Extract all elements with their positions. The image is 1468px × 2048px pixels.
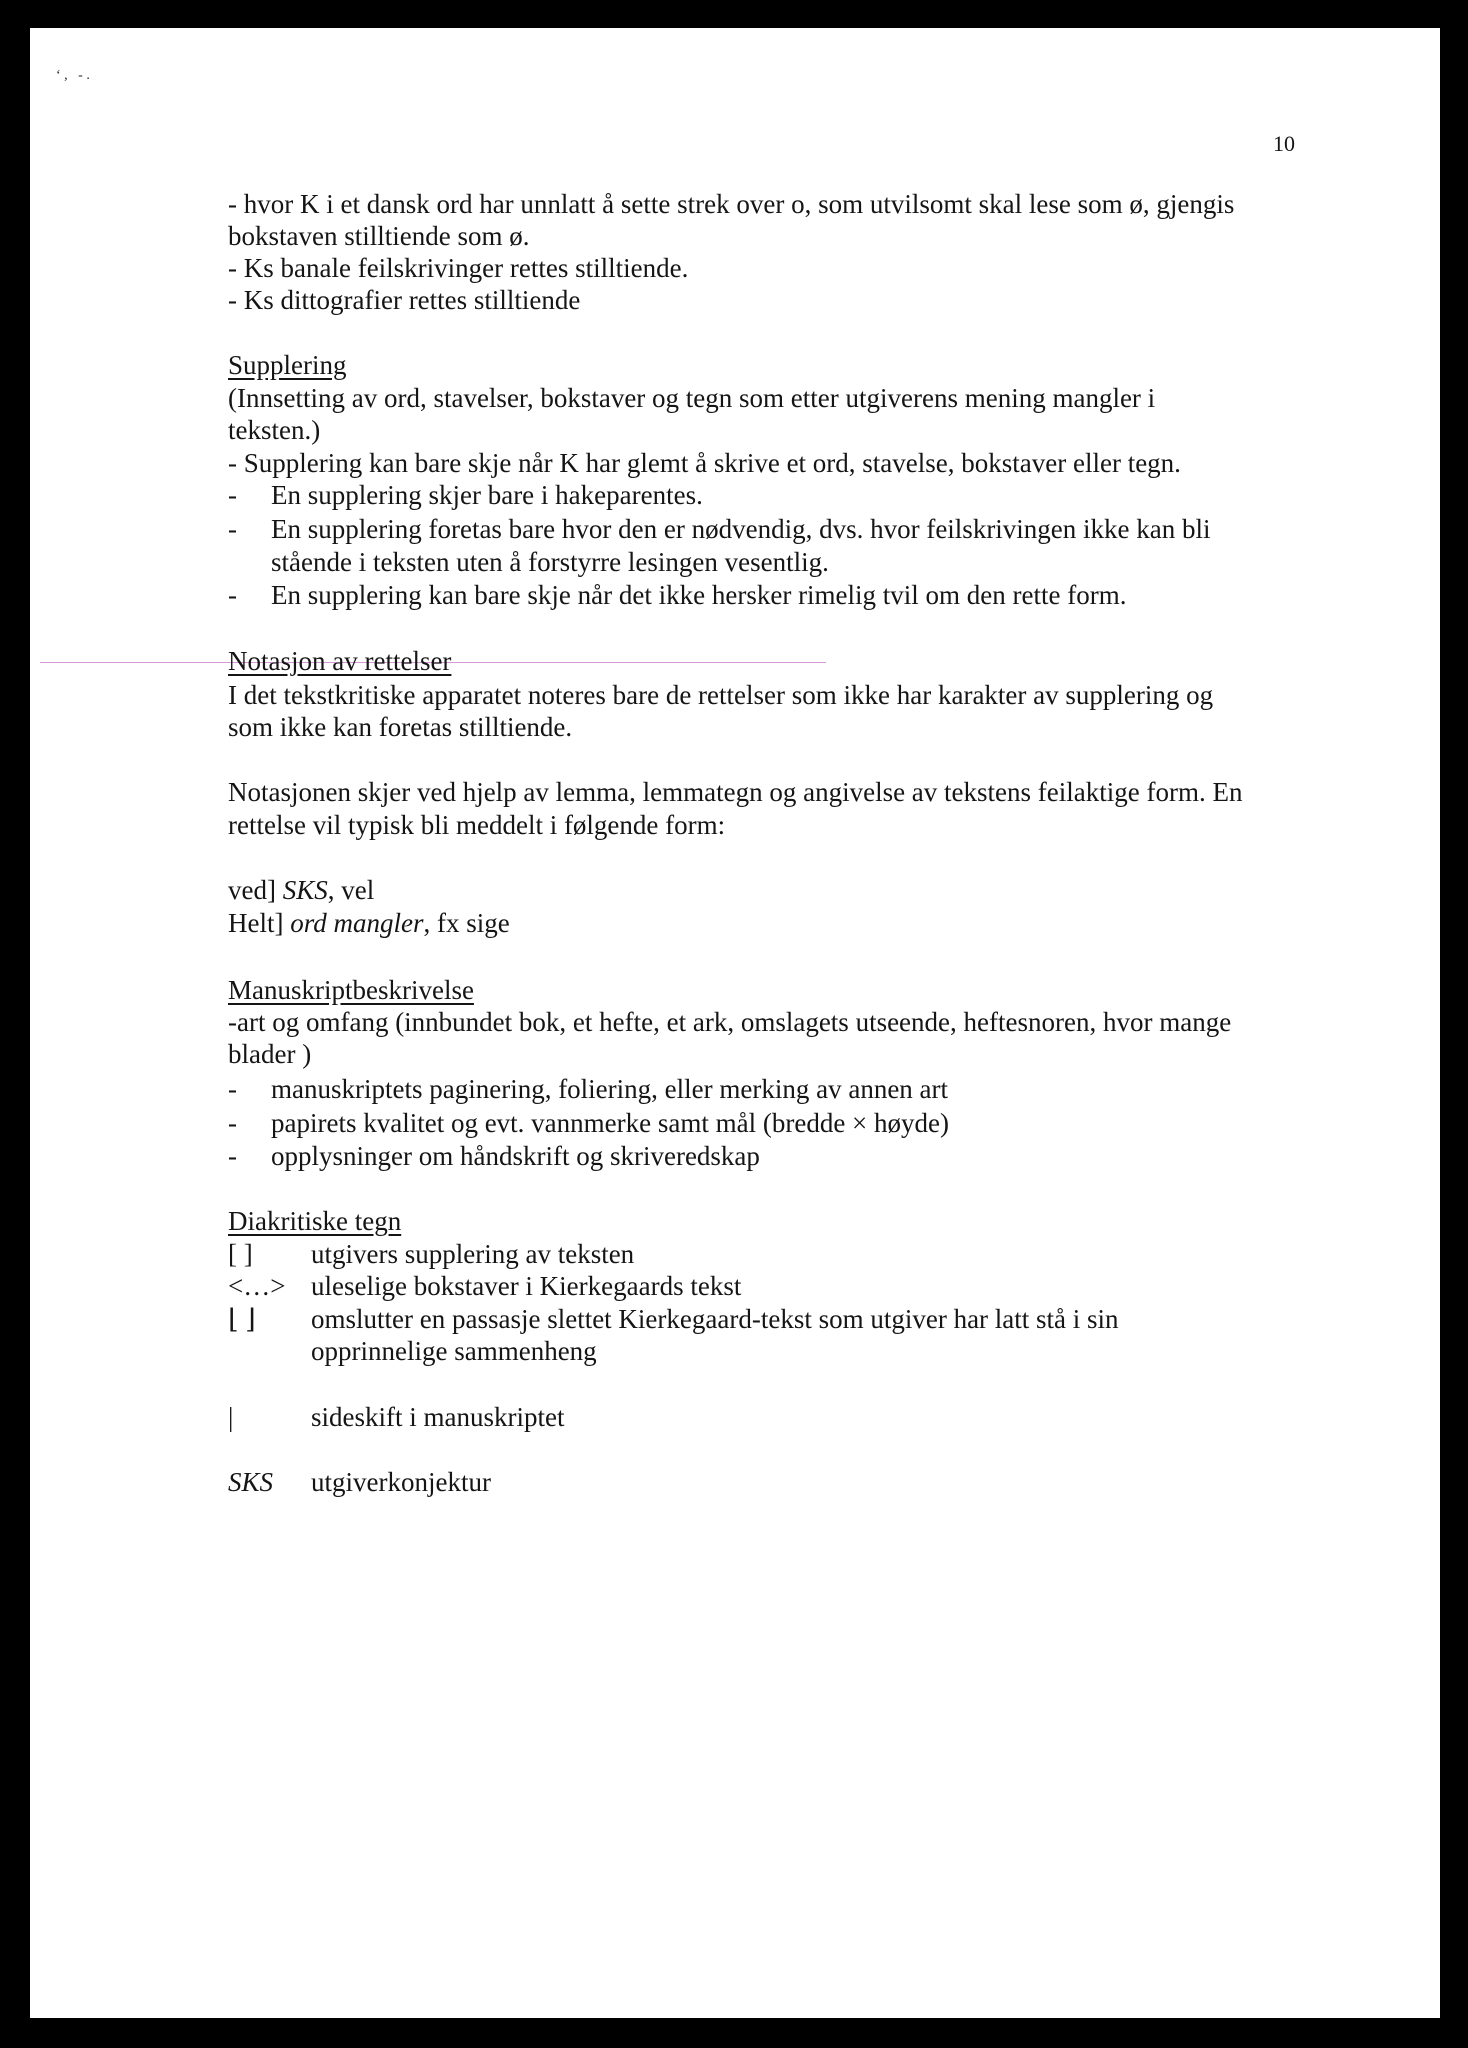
list-dash: - <box>228 514 237 544</box>
list-text: En supplering foretas bare hvor den er nødvendig, dvs. hvor feilskrivingen ikke kan bli <box>271 514 1211 544</box>
paragraph-line: som ikke kan foretas stilltiende. <box>228 712 573 742</box>
section-heading-manuskript: Manuskriptbeskrivelse <box>228 975 474 1005</box>
list-dash: - <box>228 480 237 510</box>
intro-line: bokstaven stilltiende som ø. <box>228 221 530 251</box>
example-italic: SKS <box>282 875 328 905</box>
intro-line: - Ks banale feilskrivinger rettes stilltiende. <box>228 253 689 283</box>
paragraph-line: blader ) <box>228 1039 312 1069</box>
paragraph-line: -art og omfang (innbundet bok, et hefte, et ark, omslagets utseende, heftesnoren, hvor mange <box>228 1007 1232 1037</box>
list-dash: - <box>228 1074 237 1104</box>
section-heading-diakritiske: Diakritiske tegn <box>228 1206 402 1236</box>
example-lemma: Helt] <box>228 908 284 938</box>
list-dash: - <box>228 1108 237 1138</box>
example-rest: , vel <box>327 875 375 905</box>
diacritic-definition: sideskift i manuskriptet <box>311 1402 565 1432</box>
diacritic-definition: omslutter en passasje slettet Kierkegaard-tekst som utgiver har latt stå i sin <box>311 1304 1119 1334</box>
diacritic-definition: opprinnelige sammenheng <box>311 1336 597 1366</box>
example-rest: , fx sige <box>423 908 510 938</box>
paragraph-line: I det tekstkritiske apparatet noteres bare de rettelser som ikke har karakter av supplering og <box>228 680 1214 710</box>
paragraph-line: Notasjonen skjer ved hjelp av lemma, lemmategn og angivelse av tekstens feilaktige form. En <box>228 777 1243 807</box>
example-line <box>228 874 374 907</box>
diacritic-symbol: SKS <box>228 1467 274 1497</box>
list-text: papirets kvalitet og evt. vannmerke samt mål (bredde × høyde) <box>271 1108 950 1138</box>
diacritic-symbol: ⌊ ⌋ <box>228 1304 256 1334</box>
diacritic-definition: utgivers supplering av teksten <box>311 1239 635 1269</box>
paragraph-line: - Supplering kan bare skje når K har glemt å skrive et ord, stavelse, bokstaver eller tegn. <box>228 448 1181 478</box>
intro-line: - Ks dittografier rettes stilltiende <box>228 285 581 315</box>
example-lemma: ved] <box>228 875 276 905</box>
example-italic: ord mangler <box>290 908 424 938</box>
list-text: stående i teksten uten å forstyrre lesingen vesentlig. <box>271 547 829 577</box>
paragraph-line: (Innsetting av ord, stavelser, bokstaver og tegn som etter utgiverens mening mangler i <box>228 383 1156 413</box>
list-dash: - <box>228 1141 237 1171</box>
scan-marks: ‘ , - . <box>56 68 90 83</box>
list-text: En supplering skjer bare i hakeparentes. <box>271 480 703 510</box>
document-page <box>30 28 1440 2018</box>
intro-line: - hvor K i et dansk ord har unnlatt å sette strek over o, som utvilsomt skal lese som ø, gjengis <box>228 189 1235 219</box>
section-heading-supplering: Supplering <box>228 350 347 380</box>
paragraph-line: rettelse vil typisk bli meddelt i følgende form: <box>228 810 726 840</box>
list-text: manuskriptets paginering, foliering, eller merking av annen art <box>271 1074 949 1104</box>
diacritic-symbol: | <box>228 1402 234 1432</box>
diacritic-definition: uleselige bokstaver i Kierkegaards tekst <box>311 1271 742 1301</box>
diacritic-symbol: <…> <box>228 1271 286 1301</box>
list-text: opplysninger om håndskrift og skriveredskap <box>271 1141 760 1171</box>
diacritic-definition: utgiverkonjektur <box>311 1467 491 1497</box>
list-text: En supplering kan bare skje når det ikke hersker rimelig tvil om den rette form. <box>271 580 1127 610</box>
diacritic-symbol: [ ] <box>228 1239 253 1269</box>
example-line <box>228 907 510 940</box>
paragraph-line: teksten.) <box>228 415 321 445</box>
section-heading-notasjon: Notasjon av rettelser <box>228 646 452 676</box>
list-dash: - <box>228 580 237 610</box>
page-number: 10 <box>1273 131 1295 156</box>
